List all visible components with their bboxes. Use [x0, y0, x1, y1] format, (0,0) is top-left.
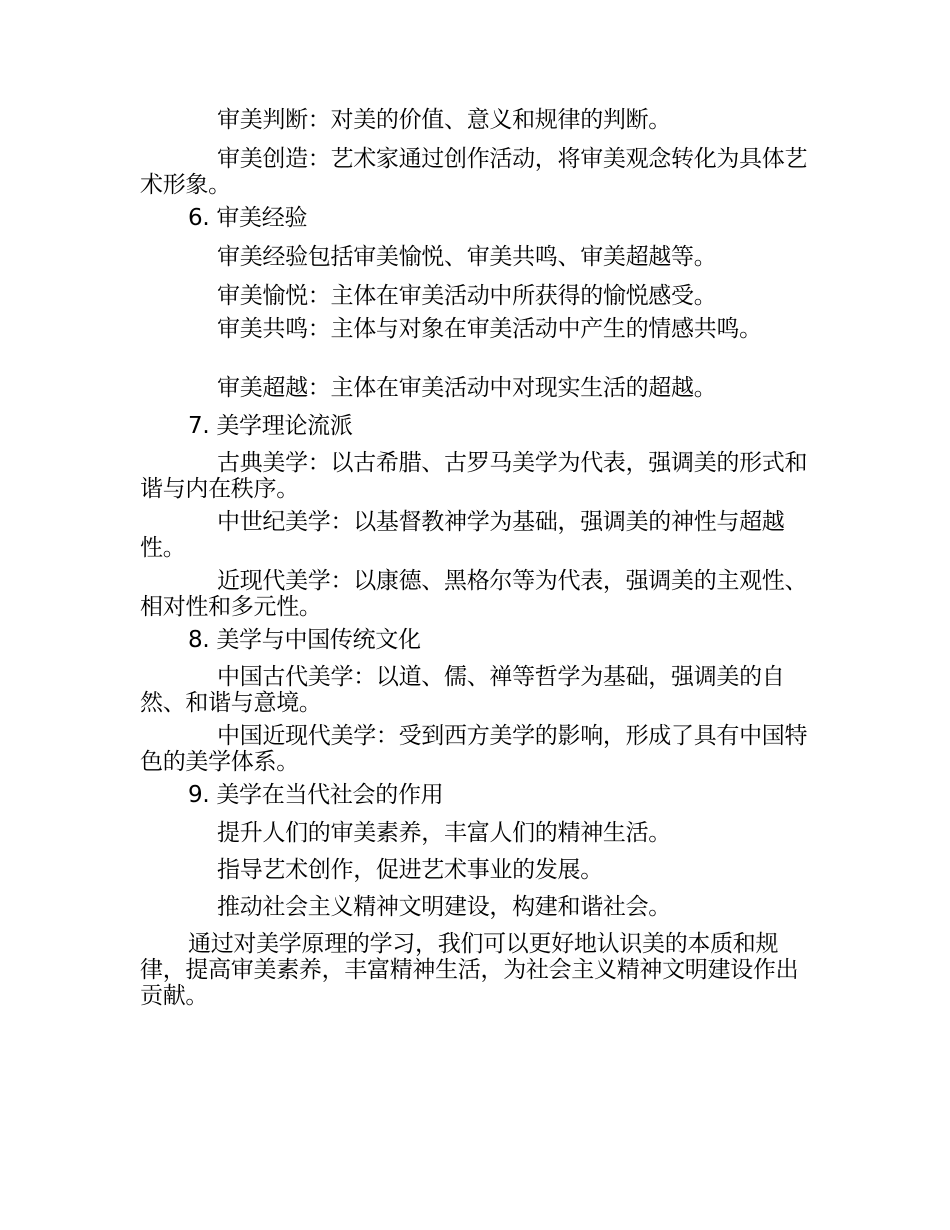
paragraph-role-3: 推动社会主义精神文明建设，构建和谐社会。	[217, 894, 672, 920]
paragraph-aesthetic-pleasure: 审美愉悦：主体在审美活动中所获得的愉悦感受。	[217, 283, 717, 309]
paragraph-role-2: 指导艺术创作，促进艺术事业的发展。	[217, 857, 603, 883]
paragraph-aesthetic-transcendence: 审美超越：主体在审美活动中对现实生活的超越。	[217, 375, 717, 401]
heading-aesthetic-experience: 6. 审美经验	[188, 205, 308, 231]
heading-contemporary-role: 9. 美学在当代社会的作用	[188, 782, 444, 808]
paragraph-medieval-aesthetics: 中世纪美学：以基督教神学为基础，强调美的神性与超越性。	[140, 509, 785, 561]
paragraph-modern-aesthetics: 近现代美学：以康德、黑格尔等为代表，强调美的主观性、相对性和多元性。	[140, 568, 808, 620]
paragraph-ancient-chinese-aesthetics: 中国古代美学：以道、儒、禅等哲学为基础，强调美的自然、和谐与意境。	[140, 664, 785, 716]
heading-chinese-culture: 8. 美学与中国传统文化	[188, 627, 421, 653]
paragraph-modern-chinese-aesthetics: 中国近现代美学：受到西方美学的影响，形成了具有中国特色的美学体系。	[140, 723, 808, 775]
paragraph-classical-aesthetics: 古典美学：以古希腊、古罗马美学为代表，强调美的形式和谐与内在秩序。	[140, 450, 808, 502]
paragraph-role-1: 提升人们的审美素养，丰富人们的精神生活。	[217, 820, 672, 846]
heading-aesthetic-schools: 7. 美学理论流派	[188, 413, 353, 439]
paragraph-aesthetic-creation: 审美创造：艺术家通过创作活动，将审美观念转化为具体艺术形象。	[140, 146, 808, 198]
paragraph-conclusion: 通过对美学原理的学习，我们可以更好地认识美的本质和规律，提高审美素养，丰富精神生活，为社会主义精神文明建设作出贡献。	[140, 931, 799, 1009]
paragraph-experience-overview: 审美经验包括审美愉悦、审美共鸣、审美超越等。	[217, 244, 717, 270]
paragraph-aesthetic-judgment: 审美判断：对美的价值、意义和规律的判断。	[217, 107, 672, 133]
paragraph-aesthetic-resonance: 审美共鸣：主体与对象在审美活动中产生的情感共鸣。	[217, 316, 762, 342]
